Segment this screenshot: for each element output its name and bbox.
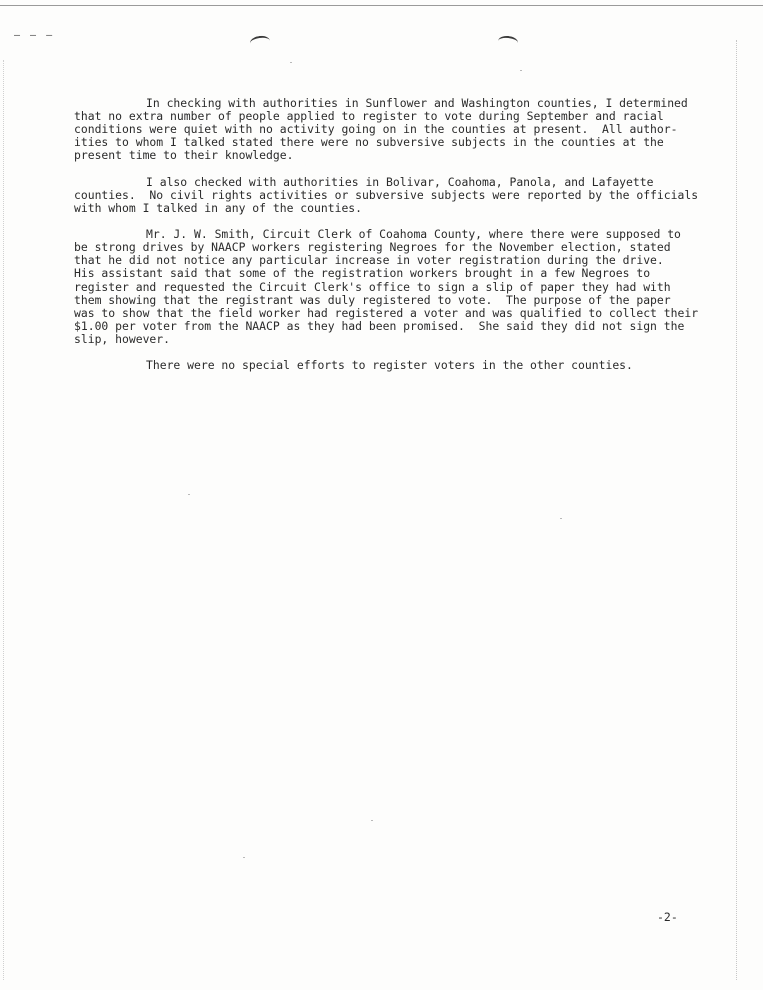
binding-mark-left [249,35,270,50]
text-line: them showing that the registrant was duly registered to vote. The purpose of the paper [74,292,671,307]
text-line: slip, however. [74,331,171,346]
text-line: counties. No civil rights activities or subversive subjects were reported by the officials [74,187,699,202]
left-margin-noise [3,60,4,980]
text-line: Mr. J. W. Smith, Circuit Clerk of Coahoma County, where there were supposed to [146,227,681,242]
scan-speck [520,70,522,71]
text-line: conditions were quiet with no activity going on in the counties at present. All author- [74,122,678,137]
paragraph-4 [74,359,724,372]
top-edge-rule [0,5,763,6]
scan-speck [560,518,562,519]
text-line: There were no special efforts to register voters in the other counties. [146,358,633,373]
scan-speck [243,857,245,858]
top-left-mark: — — — [14,30,55,41]
text-line: with whom I talked in any of the counties. [74,200,363,215]
text-line: that he did not notice any particular increase in voter registration during the drive. [74,253,664,268]
scan-speck [371,820,373,821]
text-line: be strong drives by NAACP workers registering Negroes for the November election, stated [74,240,671,255]
text-line: present time to their knowledge. [74,148,294,163]
text-line: was to show that the field worker had registered a voter and was qualified to collect their [74,305,699,320]
text-line: that no extra number of people applied to register to vote during September and racial [74,109,664,124]
scan-speck [290,62,292,63]
text-line: register and requested the Circuit Clerk's office to sign a slip of paper they had with [74,279,671,294]
text-line: His assistant said that some of the registration workers brought in a few Negroes to [74,266,651,281]
paragraph-1 [74,97,724,162]
page-number: -2- [657,910,678,924]
text-line: $1.00 per voter from the NAACP as they had been promised. She said they did not sign the [74,318,685,333]
text-line: ities to whom I talked stated there were no subversive subjects in the counties at the [74,135,664,150]
scan-speck [188,494,190,495]
binding-mark-right [497,35,518,49]
text-line: In checking with authorities in Sunflower and Washington counties, I determined [146,96,688,110]
paragraph-2 [74,176,724,215]
text-line: I also checked with authorities in Bolivar, Coahoma, Panola, and Lafayette [146,174,654,189]
right-margin-noise [736,40,737,980]
paragraph-3 [74,228,724,346]
document-body [74,97,724,385]
